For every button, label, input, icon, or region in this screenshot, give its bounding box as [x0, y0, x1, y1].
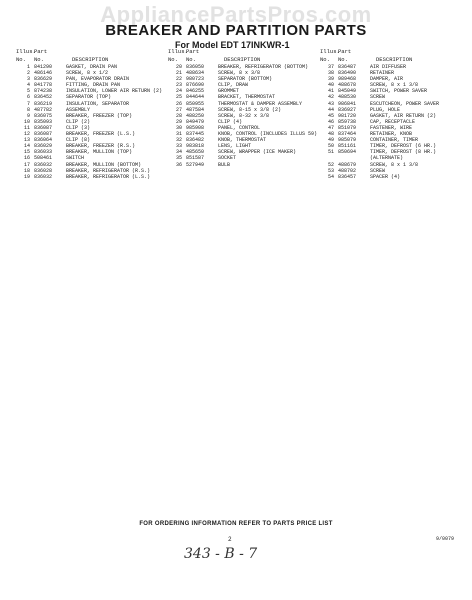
part-number: 836087 — [34, 124, 53, 131]
part-description: CAP, RECEPTACLE — [370, 118, 416, 125]
illus-number: 24 — [175, 88, 182, 95]
illus-number: 37 — [327, 64, 334, 70]
part-number: 836219 — [34, 100, 53, 107]
part-description: BREAKER, FREEZER (R.S.) — [66, 143, 136, 150]
illus-number: 47 — [327, 124, 334, 131]
part-number: 836050 — [186, 64, 205, 70]
parts-column-1 — [16, 48, 166, 180]
illus-number: 30 — [175, 124, 182, 131]
illus-number: 50 — [327, 143, 334, 150]
part-number: 836457 — [338, 173, 357, 180]
part-number: 851587 — [186, 155, 205, 162]
part-description: SCREW — [370, 94, 386, 101]
part-description: KNOB, THERMOSTAT — [218, 137, 267, 144]
part-number: 844644 — [186, 94, 205, 101]
part-number: 836064 — [34, 137, 53, 144]
illus-number: 51 — [327, 149, 334, 156]
illus-number: 41 — [327, 88, 334, 95]
column-header — [16, 48, 166, 64]
part-number: 851161 — [338, 143, 357, 150]
part-number: 836452 — [34, 94, 53, 101]
part-number: 850955 — [186, 100, 205, 107]
part-description: SCREW, 8 x 3/8 — [218, 70, 261, 77]
part-number: 836490 — [338, 70, 357, 77]
illus-header: Illus. — [168, 48, 188, 55]
part-description: DAMPER, AIR — [370, 76, 404, 83]
table-row — [168, 162, 318, 168]
part-description: ESCUTCHEON, POWER SAVER — [370, 100, 440, 107]
illus-number: 8 — [26, 106, 30, 113]
illus-number: 5 — [26, 88, 30, 95]
part-description: BREAKER, MULLION (BOTTOM) — [66, 161, 142, 168]
parts-list — [16, 64, 166, 180]
part-number: 983818 — [186, 143, 205, 150]
part-description: BREAKER, REFRIGERATOR (R.S.) — [66, 167, 151, 174]
part-description: SCREW, 8 x 1 3/8 — [370, 161, 419, 168]
illus-number: 43 — [327, 100, 334, 107]
illus-number: 23 — [175, 82, 182, 89]
part-description: RETAINER — [370, 70, 395, 77]
part-number: 876690 — [186, 82, 205, 89]
part-description: SCREW — [370, 167, 386, 174]
part-description: AIR DIFFUSER — [370, 64, 407, 70]
ordering-footer: FOR ORDERING INFORMATION REFER TO PARTS PRICE LIST — [139, 521, 333, 527]
part-description: RETAINER, KNOB — [370, 131, 413, 138]
part-number: 488679 — [338, 161, 357, 168]
page-title: BREAKER AND PARTITION PARTS — [105, 22, 367, 39]
illus-header: Illus. — [16, 48, 36, 55]
table-row — [16, 174, 166, 180]
part-number: 508461 — [34, 155, 53, 162]
part-description: LENS, LIGHT — [218, 143, 252, 150]
no-header: No. — [320, 56, 330, 63]
illus-number: 16 — [23, 155, 30, 162]
column-header — [320, 48, 470, 64]
part-number: 841778 — [34, 82, 53, 89]
part-number: 846255 — [186, 88, 205, 95]
illus-number: 28 — [175, 112, 182, 119]
part-number: 985079 — [338, 137, 357, 144]
watermark: AppliancePartsPros.com — [100, 2, 372, 27]
illus-number: 42 — [327, 94, 334, 101]
part-description: BRACKET, THERMOSTAT — [218, 94, 276, 101]
parts-list — [320, 64, 470, 180]
illus-number: 49 — [327, 137, 334, 144]
part-description: BREAKER, MULLION (TOP) — [66, 149, 133, 156]
part-number: 836033 — [34, 149, 53, 156]
part-number: 859738 — [338, 118, 357, 125]
part-number: 836028 — [34, 167, 53, 174]
part-description: SWITCH, POWER SAVER — [370, 88, 428, 95]
part-description: SCREW, WRAPPER (ICE MAKER) — [218, 149, 297, 156]
part-description: CLIP (3) — [66, 124, 91, 131]
illus-number: 9 — [26, 112, 30, 119]
part-number: 841290 — [34, 64, 53, 70]
part-number: 836927 — [338, 106, 357, 113]
part-description: CONTAINER, TIMER — [370, 137, 419, 144]
part-number: 836087 — [34, 131, 53, 138]
parts-column-2 — [168, 48, 318, 168]
handwritten-note: 343 - B - 7 — [184, 546, 258, 562]
illus-number: 17 — [23, 161, 30, 168]
part-number: 981720 — [338, 112, 357, 119]
part-number: 835093 — [34, 118, 53, 125]
part-description: INSULATION, LOWER AIR RETURN (2) — [66, 88, 163, 95]
illus-number: 27 — [175, 106, 182, 113]
part-number: 488250 — [186, 112, 205, 119]
part-description: PANEL, CONTROL — [218, 124, 261, 131]
part-number: 488530 — [338, 94, 357, 101]
column-header — [168, 48, 318, 64]
model-subtitle: For Model EDT 17INKWR-1 — [175, 40, 290, 50]
part-description: THERMOSTAT & DAMPER ASSEMBLY — [218, 100, 303, 107]
part-number: 836629 — [34, 76, 53, 83]
part-number: 488634 — [186, 70, 205, 77]
part-number: 980723 — [186, 76, 205, 83]
illus-number: 12 — [23, 131, 30, 138]
table-row — [320, 149, 470, 161]
part-description: PLUG, HOLE — [370, 106, 401, 113]
part-number: 836029 — [34, 143, 53, 150]
illus-number: 26 — [175, 100, 182, 107]
illus-number: 11 — [23, 124, 30, 131]
part-number: 487584 — [186, 106, 205, 113]
part-description: SCREW, 8-32 x 3/8 — [218, 112, 270, 119]
illus-number: 46 — [327, 118, 334, 125]
description-header: DESCRIPTION — [376, 56, 413, 63]
part-description: BREAKER, FREEZER (L.S.) — [66, 131, 136, 138]
part-description: TIMER, DEFROST (8 HR.) (ALTERNATE) — [370, 149, 437, 162]
part-description: ASSEMBLY — [66, 106, 91, 113]
part-number: 845049 — [338, 88, 357, 95]
illus-number: 33 — [175, 143, 182, 150]
illus-number: 38 — [327, 70, 334, 77]
illus-number: 1 — [26, 64, 30, 70]
part-description: PAN, EVAPORATOR DRAIN — [66, 76, 130, 83]
part-description: CLIP, DRAW — [218, 82, 249, 89]
illus-number: 19 — [23, 173, 30, 180]
table-row — [320, 174, 470, 180]
part-description: SOCKET — [218, 155, 237, 162]
part-description: INSULATION, SEPARATOR — [66, 100, 130, 107]
part-number: 985908 — [186, 124, 205, 131]
part-number: 986841 — [338, 100, 357, 107]
illus-number: 22 — [175, 76, 182, 83]
illus-number: 48 — [327, 131, 334, 138]
part-number: 527949 — [186, 161, 205, 168]
part-no-header: No. — [34, 56, 44, 63]
part-description: SCREW, 8 x 1/2 — [66, 70, 109, 77]
part-number: 851079 — [338, 124, 357, 131]
illus-number: 13 — [23, 137, 30, 144]
illus-number: 35 — [175, 155, 182, 162]
part-description: CLIP (8) — [66, 137, 91, 144]
illus-number: 6 — [26, 94, 30, 101]
part-number: 488678 — [338, 82, 357, 89]
part-description: SCREW, 8-15 x 3/8 (2) — [218, 106, 282, 113]
part-description: CLIP (2) — [66, 118, 91, 125]
part-description: GASKET, DRAIN PAN — [66, 64, 118, 70]
part-description: SWITCH — [66, 155, 85, 162]
part-number: 836032 — [34, 173, 53, 180]
page-number: 2 — [228, 536, 232, 543]
part-header: Part — [338, 48, 352, 55]
part-description: BREAKER, REFRIGERATOR (BOTTOM) — [218, 64, 309, 70]
illus-number: 25 — [175, 94, 182, 101]
part-number: 836482 — [186, 137, 205, 144]
part-number: 836487 — [338, 64, 357, 70]
description-header: DESCRIPTION — [224, 56, 261, 63]
illus-number: 29 — [175, 118, 182, 125]
illus-number: 34 — [175, 149, 182, 156]
part-header: Part — [34, 48, 48, 55]
illus-number: 52 — [327, 161, 334, 168]
part-description: GASKET, AIR RETURN (2) — [370, 112, 437, 119]
part-number: 989468 — [338, 76, 357, 83]
part-number: 836075 — [34, 112, 53, 119]
part-header: Part — [186, 48, 200, 55]
part-description: FITTING, DRAIN PAN — [66, 82, 121, 89]
part-number: 874238 — [34, 88, 53, 95]
no-header: No. — [16, 56, 26, 63]
part-number: 488702 — [338, 167, 357, 174]
illus-number: 18 — [23, 167, 30, 174]
illus-number: 36 — [175, 161, 182, 168]
illus-number: 32 — [175, 137, 182, 144]
part-number: 837445 — [186, 131, 205, 138]
part-number: 486146 — [34, 70, 53, 77]
illus-header: Illus. — [320, 48, 340, 55]
document-code: 9/0079 — [436, 536, 455, 542]
part-description: BREAKER, REFRIGERATOR (L.S.) — [66, 173, 151, 180]
part-description: SPACER (4) — [370, 173, 401, 180]
part-description: BULB — [218, 161, 231, 168]
illus-number: 39 — [327, 76, 334, 83]
part-number: 850694 — [338, 149, 357, 156]
parts-column-3 — [320, 48, 470, 180]
part-description: KNOB, CONTROL (INCLUDES ILLUS 59) — [218, 131, 318, 138]
part-description: SEPARATOR (BOTTOM) — [218, 76, 273, 83]
illus-number: 14 — [23, 143, 30, 150]
part-no-header: No. — [186, 56, 196, 63]
illus-number: 21 — [175, 70, 182, 77]
illus-number: 2 — [26, 70, 30, 77]
illus-number: 40 — [327, 82, 334, 89]
description-header: DESCRIPTION — [72, 56, 109, 63]
part-description: SEPARATOR (TOP) — [66, 94, 112, 101]
parts-list — [168, 64, 318, 168]
part-number: 836032 — [34, 161, 53, 168]
part-description: GROMMET — [218, 88, 240, 95]
illus-number: 15 — [23, 149, 30, 156]
illus-number: 44 — [327, 106, 334, 113]
illus-number: 20 — [175, 64, 182, 70]
part-number: 849479 — [186, 118, 205, 125]
no-header: No. — [168, 56, 178, 63]
part-number: 485650 — [186, 149, 205, 156]
part-description: TIMER, DEFROST (6 HR.) — [370, 143, 437, 150]
part-no-header: No. — [338, 56, 348, 63]
part-description: SCREW, 8 x 1 3/8 — [370, 82, 419, 89]
part-description: BREAKER, FREEZER (TOP) — [66, 112, 133, 119]
illus-number: 45 — [327, 112, 334, 119]
illus-number: 7 — [26, 100, 30, 107]
illus-number: 4 — [26, 82, 30, 89]
illus-number: 53 — [327, 167, 334, 174]
part-description: CLIP (4) — [218, 118, 243, 125]
part-number: 837464 — [338, 131, 357, 138]
illus-number: 54 — [327, 173, 334, 180]
illus-number: 31 — [175, 131, 182, 138]
part-number: 487782 — [34, 106, 53, 113]
illus-number: 3 — [26, 76, 30, 83]
illus-number: 10 — [23, 118, 30, 125]
part-description: FASTENER, WIRE — [370, 124, 413, 131]
